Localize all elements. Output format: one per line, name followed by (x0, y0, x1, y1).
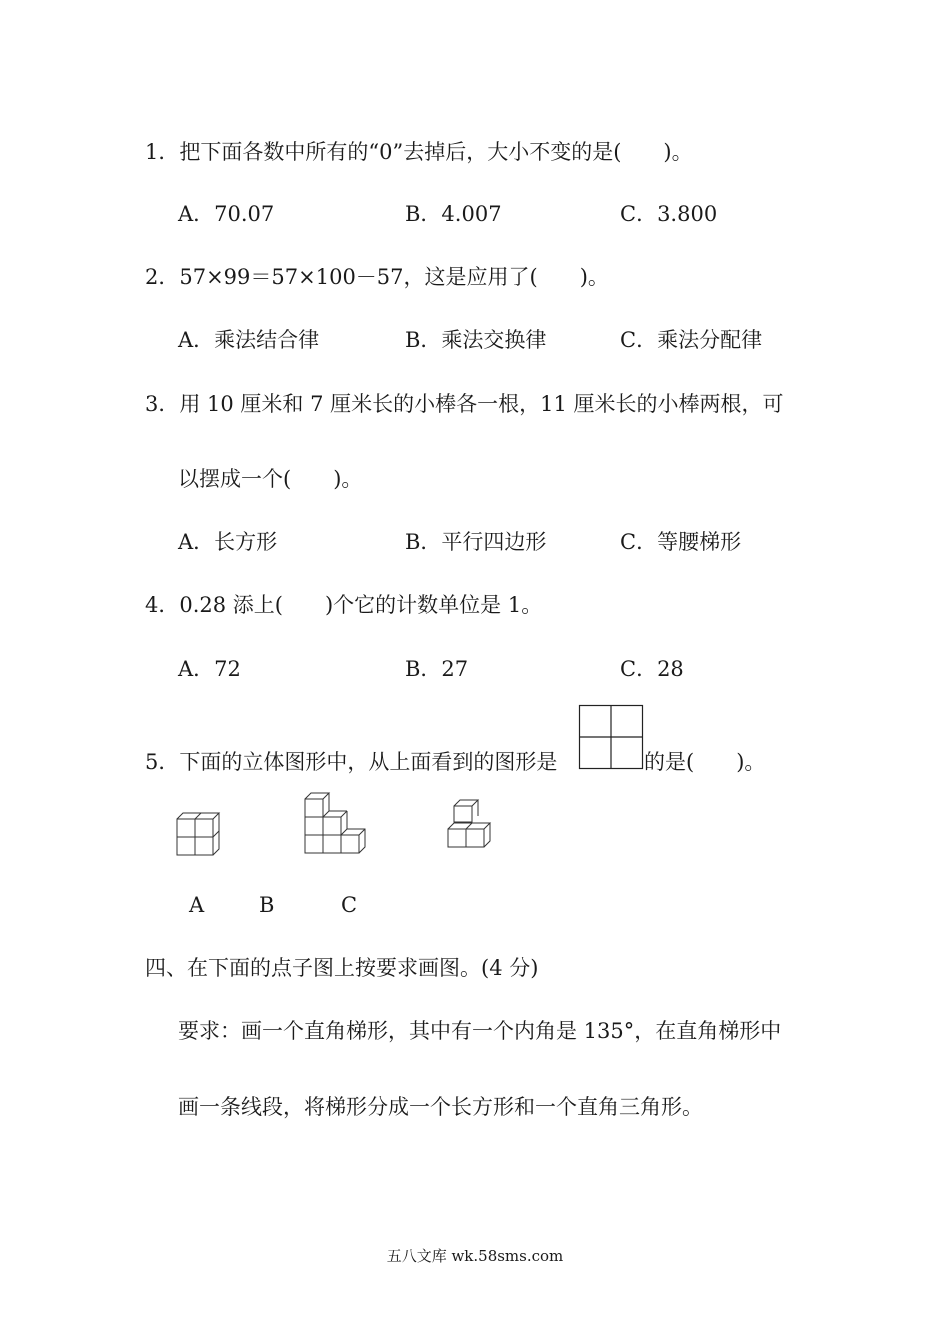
q4-option-a: A．72 (178, 657, 241, 681)
q2-option-c: C．乘法分配律 (620, 328, 763, 352)
q2-stem: 2．57×99＝57×100－57，这是应用了( )。 (145, 265, 609, 289)
solid-figure-a-icon (176, 812, 222, 858)
q1-option-c: C．3.800 (620, 202, 718, 226)
q5-stem-before: 5．下面的立体图形中，从上面看到的图形是 (145, 750, 558, 774)
footer-watermark: 五八文库 wk.58sms.com (386, 1247, 564, 1265)
q2-option-b: B．乘法交换律 (405, 328, 547, 352)
figure-label-b: B (259, 893, 275, 917)
q3-stem-line2: 以摆成一个( )。 (178, 467, 363, 491)
solid-figure-b-icon (304, 792, 370, 858)
q1-option-a: A．70.07 (178, 202, 275, 226)
q2-option-a: A．乘法结合律 (178, 328, 320, 352)
section4-requirement-line2: 画一条线段，将梯形分成一个长方形和一个直角三角形。 (178, 1095, 703, 1119)
q1-stem: 1．把下面各数中所有的“0”去掉后，大小不变的是( )。 (145, 140, 693, 164)
q4-option-c: C．28 (620, 657, 684, 681)
q3-option-c: C．等腰梯形 (620, 530, 742, 554)
top-view-grid-icon (579, 705, 643, 769)
q5-stem-after: 的是( )。 (644, 750, 766, 774)
figure-label-c: C (341, 893, 358, 917)
q3-option-b: B．平行四边形 (405, 530, 547, 554)
section4-requirement-line1: 要求：画一个直角梯形，其中有一个内角是 135°，在直角梯形中 (178, 1019, 782, 1043)
solid-figure-c-icon (447, 799, 499, 851)
q4-option-b: B．27 (405, 657, 469, 681)
q3-option-a: A．长方形 (178, 530, 278, 554)
figure-label-a: A (189, 893, 205, 917)
section4-heading: 四、在下面的点子图上按要求画图。(4 分) (145, 956, 539, 980)
q4-stem: 4．0.28 添上( )个它的计数单位是 1。 (145, 593, 543, 617)
q3-stem-line1: 3．用 10 厘米和 7 厘米长的小棒各一根，11 厘米长的小棒两根，可 (145, 392, 784, 416)
q1-option-b: B．4.007 (405, 202, 502, 226)
